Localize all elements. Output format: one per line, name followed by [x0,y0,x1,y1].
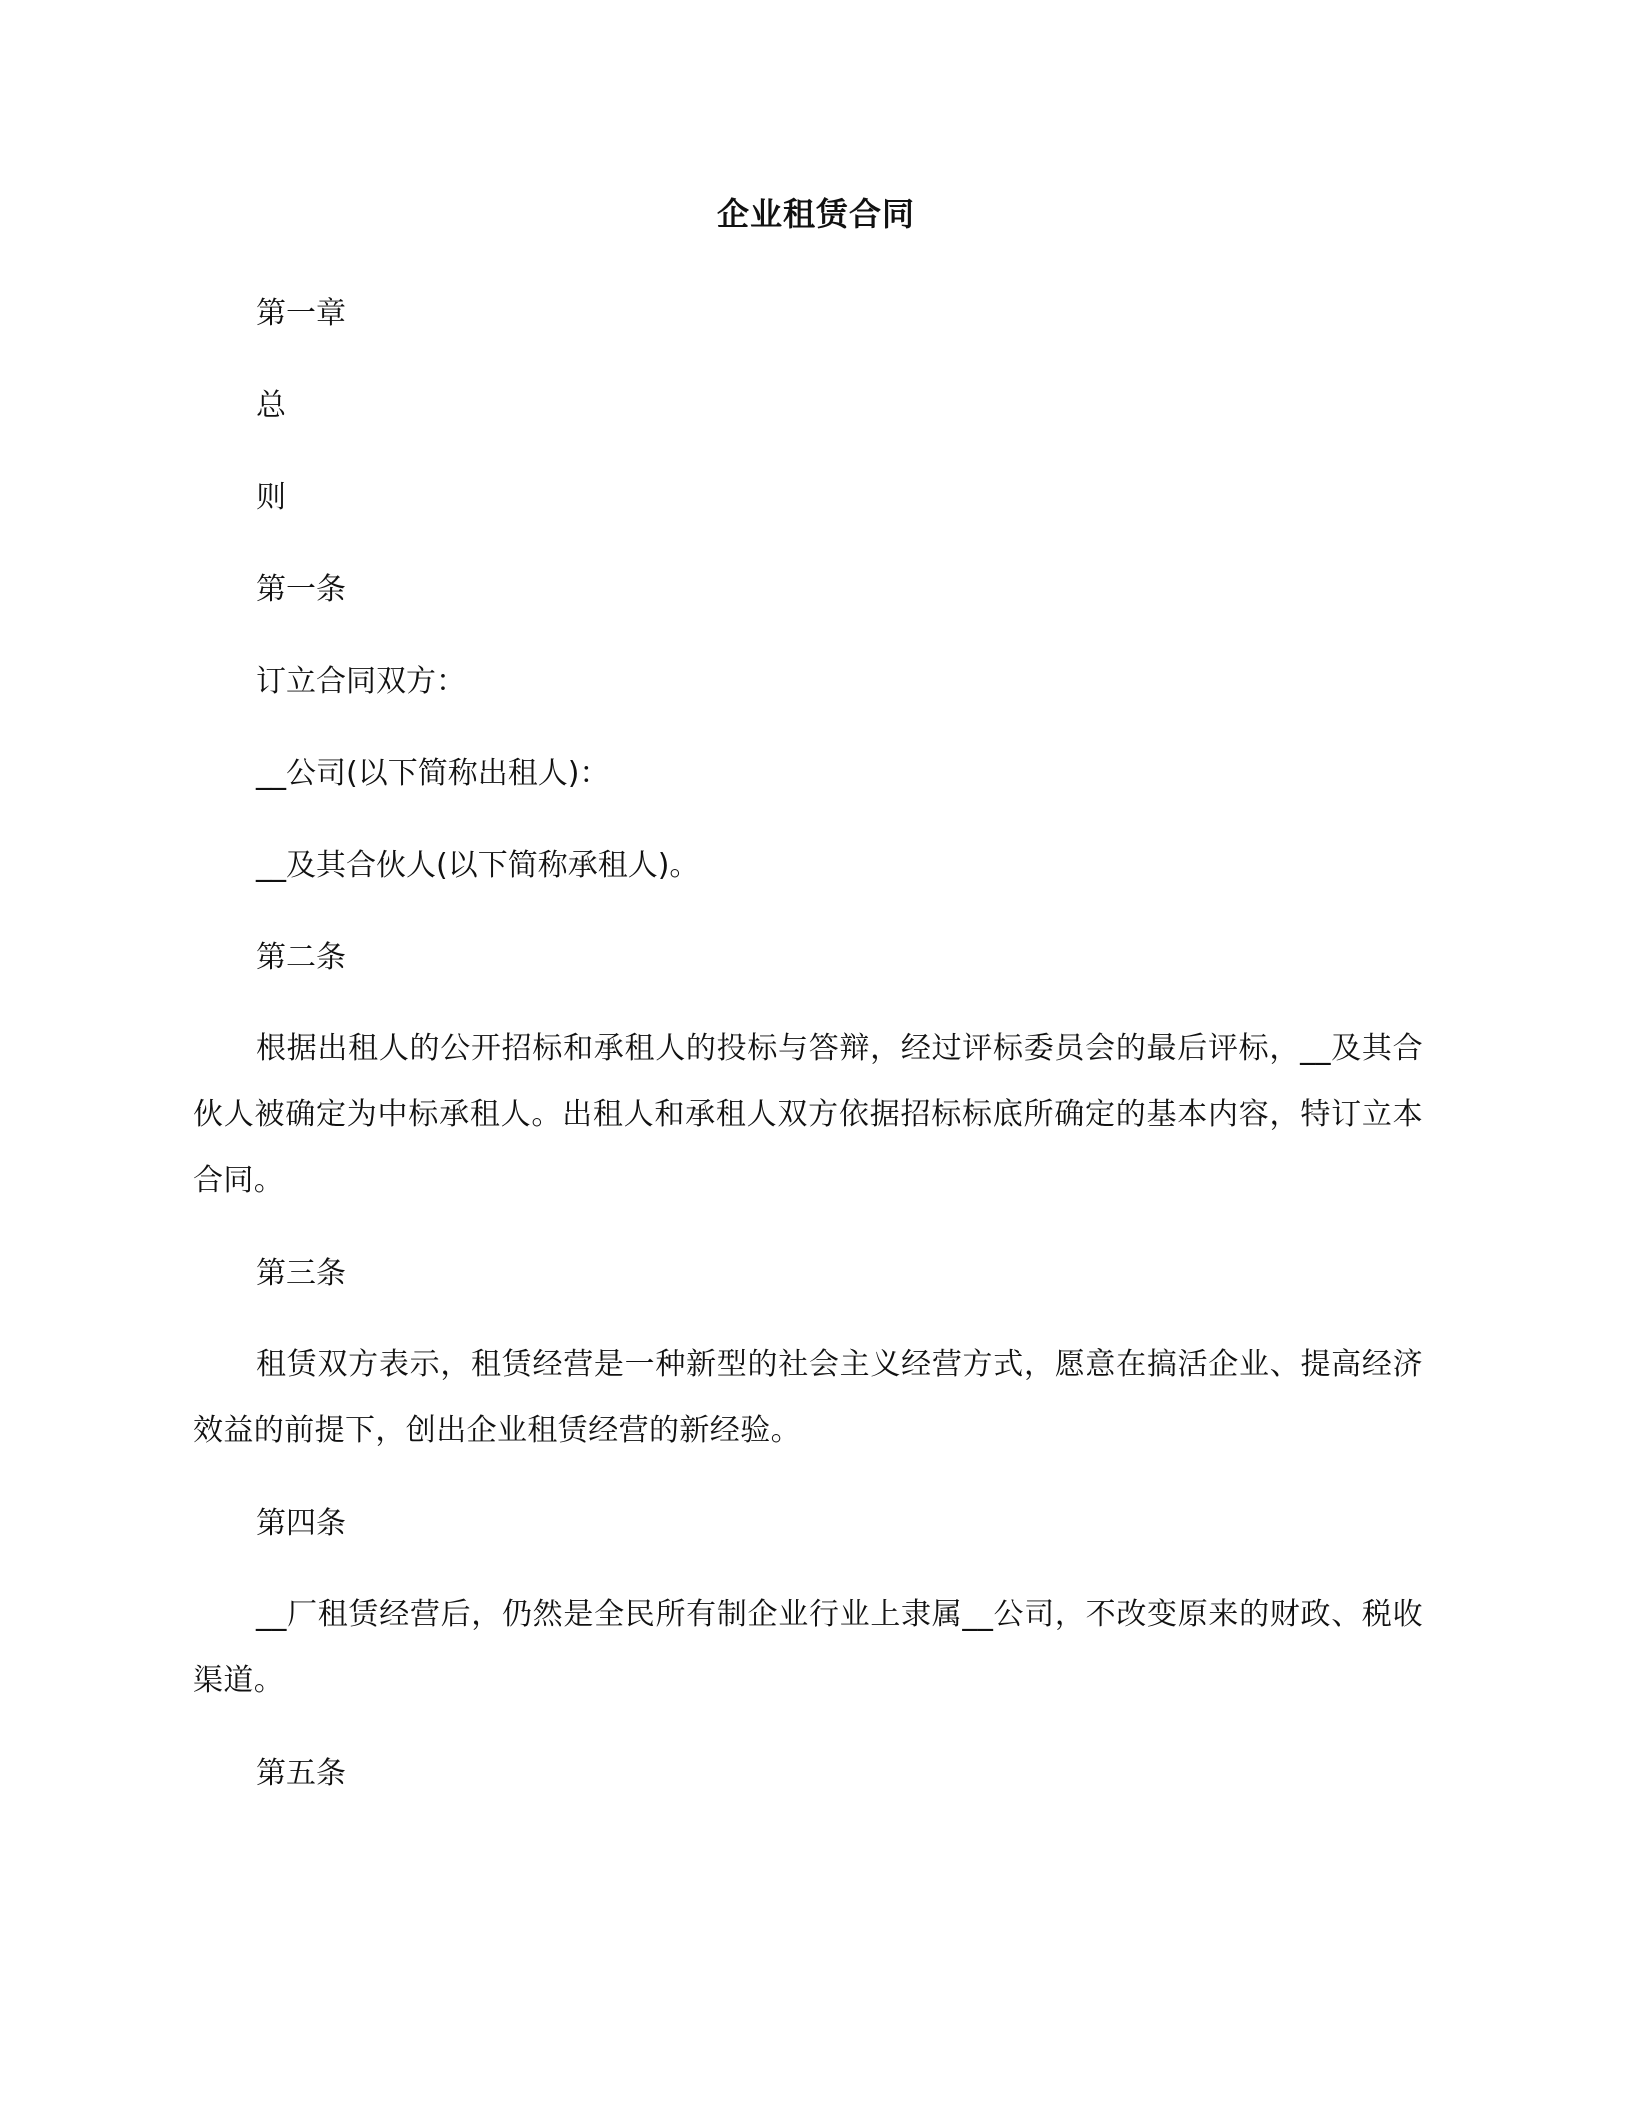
article-3-body: 租赁双方表示，租赁经营是一种新型的社会主义经营方式，愿意在搞活企业、提高经济效益的前提下，创出企业租赁经营的新经验。 [193,1347,1423,1448]
article-1-lessor: __公司(以下简称出租人)： [256,756,610,791]
article-4-heading: 第四条 [256,1506,346,1541]
article-1-parties-label: 订立合同双方： [256,664,466,699]
article-2-heading: 第二条 [256,940,346,975]
document-title: 企业租赁合同 [716,195,915,233]
chapter-heading: 第一章 [256,296,346,331]
article-1-lessee: __及其合伙人(以下简称承租人)。 [256,848,700,883]
article-2-body: 根据出租人的公开招标和承租人的投标与答辩，经过评标委员会的最后评标，__及其合伙人被确定为中标承租人。出租人和承租人双方依据招标标底所确定的基本内容，特订立本合同。 [193,1031,1423,1198]
article-5-heading: 第五条 [256,1756,346,1791]
article-1-heading: 第一条 [256,572,346,607]
article-3-heading: 第三条 [256,1256,346,1291]
chapter-name-part-2: 则 [256,480,286,515]
article-4-body: __厂租赁经营后，仍然是全民所有制企业行业上隶属__公司，不改变原来的财政、税收渠道。 [193,1597,1423,1698]
chapter-name-part-1: 总 [256,388,286,423]
